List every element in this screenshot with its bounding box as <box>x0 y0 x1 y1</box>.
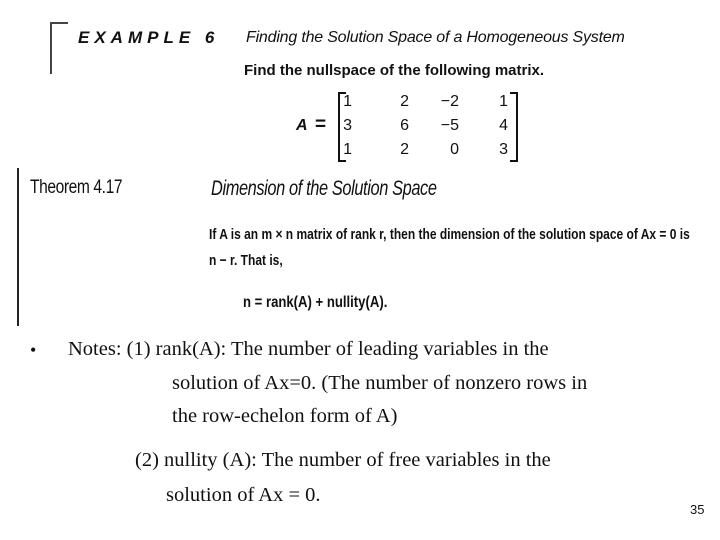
example-instruction: Find the nullspace of the following matrix. <box>244 62 545 79</box>
notes-line-5: solution of Ax = 0. <box>166 484 321 506</box>
matrix-cell: 6 <box>400 117 409 134</box>
theorem-statement-line-1: If A is an m × n matrix of rank r, then the dimension of the solution space of Ax = 0 is <box>209 226 690 243</box>
matrix-cell: 3 <box>499 141 508 158</box>
notes-line-1: Notes: (1) rank(A): The number of leading variables in the <box>68 338 549 360</box>
example-label: EXAMPLE 6 <box>78 28 220 47</box>
notes-line-2: solution of Ax=0. (The number of nonzero rows in <box>172 372 588 394</box>
matrix-cell: −5 <box>440 117 459 134</box>
matrix-cell: 3 <box>343 117 352 134</box>
matrix-right-bracket <box>510 92 518 162</box>
page-number: 35 <box>690 502 705 517</box>
theorem-formula: n = rank(A) + nullity(A). <box>243 294 388 311</box>
notes-bullet: • <box>30 340 37 360</box>
notes-line-4: (2) nullity (A): The number of free variables in the <box>135 449 551 471</box>
matrix-cell: 4 <box>499 117 508 134</box>
example-title: Finding the Solution Space of a Homogeneous System <box>246 29 625 46</box>
matrix-cell: 1 <box>343 141 352 158</box>
theorem-frame-line <box>17 168 19 326</box>
example-frame-top <box>50 22 68 24</box>
theorem-statement-line-2: n − r. That is, <box>209 252 283 269</box>
matrix-cell: −2 <box>440 93 459 110</box>
theorem-title: Dimension of the Solution Space <box>211 177 437 200</box>
matrix-equals-sign: = <box>315 114 327 135</box>
matrix-cell: 2 <box>400 141 409 158</box>
example-frame-line <box>50 22 52 74</box>
matrix-cell: 1 <box>343 93 352 110</box>
matrix-cell: 1 <box>499 93 508 110</box>
matrix-cell: 2 <box>400 93 409 110</box>
matrix-cell: 0 <box>450 141 459 158</box>
theorem-label: Theorem 4.17 <box>30 177 123 198</box>
matrix-name: A <box>296 117 308 134</box>
notes-line-3: the row-echelon form of A) <box>172 405 398 427</box>
